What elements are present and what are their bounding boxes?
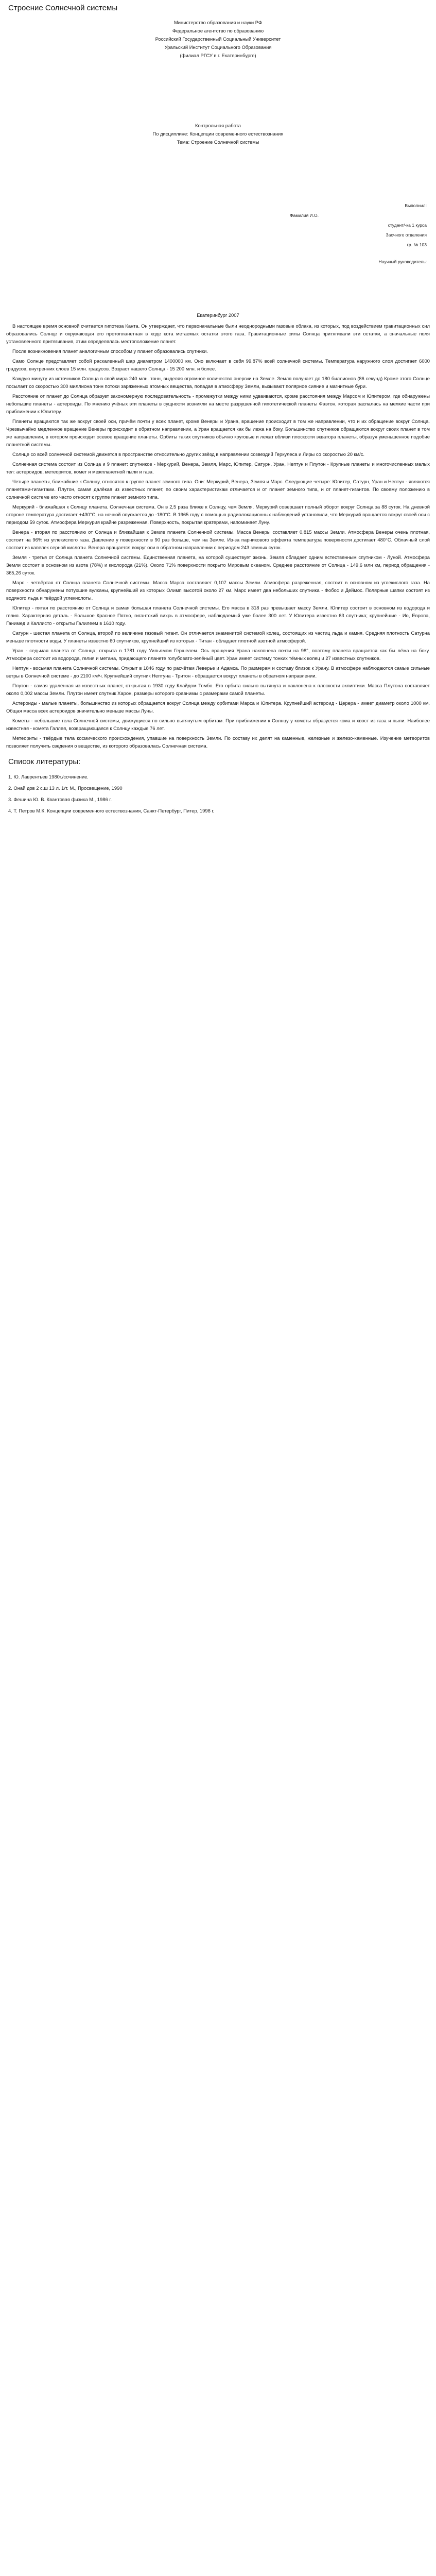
body-text — [6, 322, 430, 750]
institution-line: Федеральное агентство по образованию — [172, 28, 264, 33]
body-paragraph: Четыре планеты, ближайшие к Солнцу, относятся к группе планет земного типа. Они: Меркурий, Венера, Земля и Марс. Следующие четыре: Юпитер, Сатурн, Уран и Нептун - являются планетами-гигантами. Плутон, самая далёкая из известных планет, по своим характеристикам отличается и от планет земного типа, и от планет-гигантов. По своему положению в солнечной системе его часто относят к группе планет земного типа. — [6, 479, 430, 500]
reference-item: 2. Онай дов 2 с.ш 13 л. 1/т. М., Просвещение, 1990 — [8, 785, 123, 791]
body-paragraph: Солнце со всей солнечной системой движется в пространстве относительно других звёзд в направлении созвездий Геркулеса и Лиры со скоростью 20 км/с. — [12, 451, 364, 457]
institution-block — [6, 19, 430, 60]
performer-group: гр. № 103 — [407, 242, 427, 247]
body-paragraph: Метеориты - твёрдые тела космического происхождения, упавшие на поверхность Земли. По составу их делят на каменные, железные и железо-каменные. Изучение метеоритов позволяет получить сведения о веществе, из которого образовалась Солнечная система. — [6, 735, 430, 749]
work-type: Контрольная работа — [195, 123, 241, 128]
body-paragraph: Каждую минуту из источников Солнца в свой мира 240 млн. тонн, выделяя огромное количество энергии на Земле. Земля получает до 180 биллионов (86 секунд) Кроме этого Солнце посылает со скоростью 300 миллиона тонн потоки заряженных атомных вещества, попадая в атмосферу Земли, вызывают полярное сияние и магнитные бури. — [6, 376, 430, 389]
body-paragraph: Солнечная система состоит из Солнца и 9 планет: спутников - Меркурий, Венера, Земля, Марс, Юпитер, Сатурн, Уран, Нептун и Плутон - Крупные планеты и многочисленных малых тел: астероидов, метеоритов, комет и межпланетной пыли и газа. — [6, 461, 430, 474]
body-paragraph: Сатурн - шестая планета от Солнца, второй по величине газовый гигант. Он отличается знаменитой системой колец, состоящих из частиц льда и камня. Средняя плотность Сатурна меньше плотности воды. У планеты известно 60 спутников, крупнейший из которых - Титан - обладает плотной азотной атмосферой. — [6, 630, 430, 643]
institution-line: (филиал РГСУ в г. Екатеринбурге) — [180, 53, 256, 58]
body-paragraph: Кометы - небольшие тела Солнечной системы, движущиеся по сильно вытянутым орбитам. При приближении к Солнцу у кометы образуется кома и хвост из газа и пыли. Наиболее известная - комета Галлея, возвращающаяся к Солнцу каждые 76 лет. — [6, 718, 430, 731]
reference-item: 1. Ю. Лаврентьев 1980г./сочинение. — [8, 774, 89, 779]
body-paragraph: Венера - вторая по расстоянию от Солнца и ближайшая к Земле планета Солнечной системы. Масса Венеры составляет 0,815 массы Земли. Атмосфера Венеры очень плотная, состоит на 96% из углекислого газа. Давление у поверхности в 90 раз больше, чем на Земле. Из-за парникового эффекта температура поверхности достигает 480°С. Облачный слой состоит из капелек серной кислоты. Венера вращается вокруг оси в обратном направлении с периодом 243 земных суток. — [6, 529, 430, 550]
body-paragraph: Нептун - восьмая планета Солнечной системы. Открыт в 1846 году по расчётам Леверье и Адамса. По размерам и составу близок к Урану. В атмосфере наблюдаются самые сильные ветры в Солнечной системе - до 2100 км/ч. Крупнейший спутник Нептуна - Тритон - обращается вокруг планеты в обратном направлении. — [6, 665, 430, 679]
supervisor-label: Научный руководитель: — [378, 259, 427, 264]
work-topic: Тема: Строение Солнечной системы — [177, 139, 259, 145]
body-paragraph: После возникновения планет аналогичным способом у планет образовались спутники. — [12, 348, 208, 354]
reference-item: 4. Т. Петров М.К. Концепции современного естествознания, Санкт-Петербург, Питер, 1998 г. — [8, 808, 215, 814]
work-block — [6, 122, 430, 146]
body-paragraph: В настоящее время основной считается гипотеза Канта. Он утверждает, что первоначальные были неоднородными газовые облака, из которых, под воздействием гравитационных сил образовались Солнце и окружающая его протопланетная в ходе кота метаемых остатки этого газа. Гравитационные силы Солнца притягивали эти остатки, а сначальные поля установленного притягивания, этим определялась местоположение планет. — [6, 323, 430, 344]
body-paragraph: Уран - седьмая планета от Солнца, открыта в 1781 году Уильямом Гершелем. Ось вращения Урана наклонена почти на 98°, поэтому планета вращается как бы лёжа на боку. Атмосфера состоит из водорода, гелия и метана, придающего планете голубовато-зелёный цвет. Уран имеет систему тонких тёмных колец и 27 известных спутников. — [6, 648, 430, 661]
city-year: Екатеринбург 2007 — [197, 312, 239, 318]
body-paragraph: Марс - четвёртая от Солнца планета Солнечной системы. Масса Марса составляет 0,107 массы Земли. Атмосфера разреженная, состоит в основном из углекислого газа. На поверхности обнаружены потухшие вулканы, крупнейший из которых Олимп высотой около 27 км. Марс имеет два небольших спутника - Фобос и Деймос. Полярные шапки состоят из водяного льда и твёрдой углекислоты. — [6, 580, 430, 601]
performer-label: Выполнил: — [405, 203, 427, 208]
performer-course: студент/-ка 1 курса — [388, 223, 427, 228]
body-paragraph: Плутон - самая удалённая из известных планет, открытая в 1930 году Клайдом Томбо. Его орбита сильно вытянута и наклонена к плоскости эклиптики. Масса Плутона составляет около 0,002 массы Земли. Плутон имеет спутник Харон, размеры которого сравнимы с размерами самой планеты. — [6, 683, 430, 696]
body-paragraph: Астероиды - малые планеты, большинство из которых обращается вокруг Солнца между орбитами Марса и Юпитера. Крупнейший астероид - Церера - имеет диаметр около 1000 км. Общая масса всех астероидов значительно меньше массы Луны. — [6, 700, 430, 714]
performer-name: Фамилия И.О. — [290, 213, 319, 218]
document-title: Строение Солнечной системы — [8, 4, 118, 12]
body-paragraph: Юпитер - пятая по расстоянию от Солнца и самая большая планета Солнечной системы. Его масса в 318 раз превышает массу Земли. Юпитер состоит в основном из водорода и гелия. Характерная деталь - Большое Красное Пятно, гигантский вихрь в атмосфере, наблюдаемый уже более 300 лет. У Юпитера известно 63 спутника; крупнейшие - Ио, Европа, Ганимед и Каллисто - открыты Галилеем в 1610 году. — [6, 605, 430, 626]
references-heading: Список литературы: — [8, 757, 81, 766]
references-list — [6, 773, 430, 815]
body-paragraph: Меркурий - ближайшая к Солнцу планета. Солнечная система. Он в 2,5 раза ближе к Солнцу, чем Земля. Меркурий совершает полный оборот вокруг Солнца за 88 суток. На дневной стороне температура достигает +430°С, на ночной опускается до -180°С. В 1965 году с помощью радиолокационных наблюдений установили, что Меркурий вращается вокруг своей оси с периодом 59 суток. Атмосфера Меркурия крайне разреженная. Поверхность, покрытая кратерами, напоминает Луну. — [6, 504, 430, 525]
work-discipline: По дисциплине: Концепции современного естествознания — [152, 131, 284, 137]
body-paragraph: Земля - третья от Солнца планета Солнечной системы. Единственная планета, на которой существует жизнь. Земля обладает одним естественным спутником - Луной. Атмосфера Земли состоит в основном из азота (78%) и кислорода (21%). Около 71% поверхности покрыто Мировым океаном. Среднее расстояние от Солнца - 149,6 млн км, период обращения - 365,26 суток. — [6, 554, 430, 575]
author-block — [6, 203, 430, 265]
institution-line: Уральский Институт Социального Образования — [164, 44, 272, 50]
body-paragraph: Само Солнце представляет собой раскаленный шар диаметром 1400000 км. Оно включает в себя 99,87% всей солнечной системы. Температура наружного слоя достигает 6000 градусов, внутренних слоев 15 млн. градусов. Возраст нашего Солнца - 15 200 млн. и более. — [6, 358, 430, 371]
body-paragraph: Расстояние от планет до Солнца образует закономерную последовательность - промежутки между ними удваиваются, кроме расстояния между Марсом и Юпитером, где обнаружены небольшие планеты - астероиды. По мнению учёных эти планеты в сущности возникли на месте разрушенной гипотетической планеты Фаэтон, которая распалась на мелкие части при приближении к Юпитеру. — [6, 393, 430, 414]
institution-line: Министерство образования и науки РФ — [174, 20, 262, 25]
document-page — [0, 3, 436, 2576]
performer-faculty: Заочного отделения — [386, 232, 427, 238]
institution-line: Российский Государственный Социальный Университет — [155, 36, 281, 42]
reference-item: 3. Фешина Ю. В. Квантовая физика М., 1986 г. — [8, 796, 112, 802]
body-paragraph: Планеты вращаются так же вокруг своей оси, причём почти у всех планет, кроме Венеры и Урана, вращение происходит в том же направлении, что и их обращение вокруг Солнца. Чрезвычайно медленное вращение Венеры происходит в обратном направлении, а Уран вращается как бы лежа на боку. Большинство спутников обращаются вокруг своих планет в том же направлении, в котором происходит осевое вращение планеты. Орбиты таких спутников обычно круговые и лежат вблизи плоскости экватора планеты, образуя уменьшенное подобие планетной системы. — [6, 418, 430, 447]
